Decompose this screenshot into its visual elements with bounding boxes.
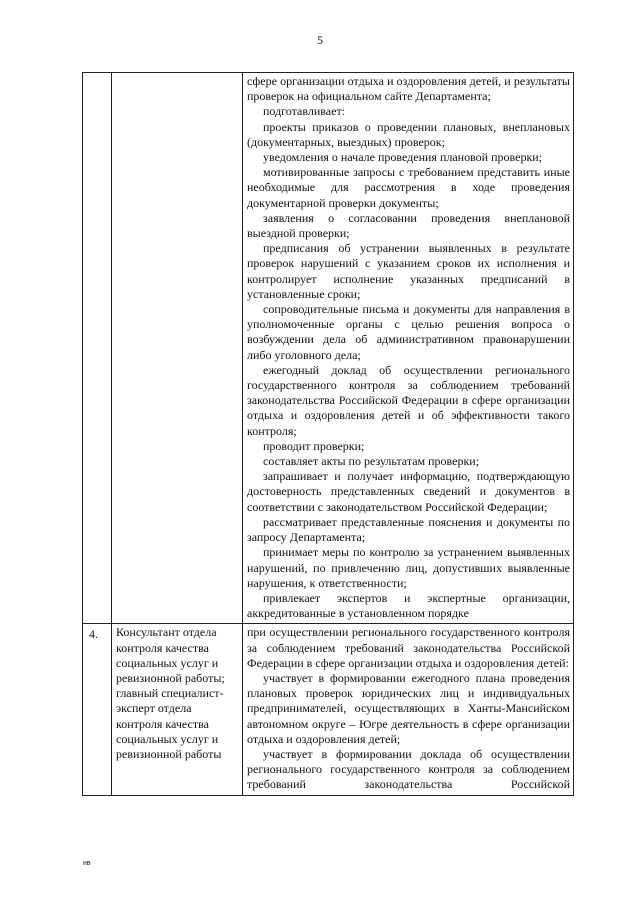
position-cell <box>112 73 243 624</box>
duty-paragraph: проекты приказов о проведении плановых, внеплановых (документарных, выездных) проверок; <box>247 119 570 149</box>
position-cell: Консультант отдела контроля качества социальных услуг и ревизионной работы; главный специалист-эксперт отдела контроля качества социальных услуг и ревизионной работы <box>112 624 243 795</box>
table-row <box>83 624 574 795</box>
duty-paragraph: составляет акты по результатам проверки; <box>263 454 480 469</box>
duty-paragraph: ежегодный доклад об осуществлении регионального государственного контроля за соблюдением требований законодательства Российской Федерации в сфере организации отдыха и оздоровления детей и об эффективности такого контроля; <box>247 362 570 438</box>
duty-paragraph: предписания об устранении выявленных в результате проверок нарушений с указанием сроков их исполнения и контролирует исполнение указанных предписаний в установленные сроки; <box>247 241 570 301</box>
page-number: 5 <box>317 33 323 47</box>
duty-paragraph: запрашивает и получает информацию, подтверждающую достоверность представленных сведений и документов в соответствии с законодательством Российской Федерации; <box>247 469 570 514</box>
duty-paragraph: мотивированные запросы с требованием представить иные необходимые для рассмотрения в ходе проведения документарной проверки документы; <box>247 165 570 210</box>
duty-paragraph: сопроводительные письма и документы для направления в уполномоченные органы с целью решения вопроса о возбуждении дела об административном правонарушении либо уголовного дела; <box>247 302 570 362</box>
duty-paragraph: принимает меры по контролю за устранением выявленных нарушений, по привлечению лиц, допустивших выявленные нарушения, к ответственности; <box>247 545 570 590</box>
duty-paragraph: сфере организации отдыха и оздоровления детей, и результаты проверок на официальном сайте Департамента; <box>247 74 570 104</box>
duties-cell <box>243 73 574 624</box>
duty-paragraph: уведомления о начале проведения плановой проверки; <box>263 150 543 165</box>
duty-paragraph: проводит проверки; <box>263 438 365 453</box>
row-number-cell <box>83 73 112 624</box>
table-row <box>83 73 574 624</box>
duties-table <box>82 72 574 796</box>
footer-mark: нв <box>83 860 91 867</box>
duties-cell <box>243 624 574 795</box>
duty-paragraph: заявления о согласовании проведения внеплановой выездной проверки; <box>247 210 570 241</box>
duty-paragraph: подготавливает: <box>263 104 346 119</box>
duty-paragraph: привлекает экспертов и экспертные организации, аккредитованные в установленном порядке <box>247 590 570 621</box>
duty-paragraph: при осуществлении регионального государственного контроля за соблюдением требований законодательства Российской Федерации в сфере организации отдыха и оздоровления детей: <box>247 625 570 670</box>
duty-paragraph: участвует в формировании доклада об осуществлении регионального государственного контроля за соблюдением требований законодательства Российской <box>247 746 570 792</box>
duty-paragraph: рассматривает представленные пояснения и документы по запросу Департамента; <box>247 514 570 545</box>
row-number-cell: 4. <box>83 624 112 795</box>
duty-paragraph: участвует в формировании ежегодного плана проведения плановых проверок юридических лиц и индивидуальных предпринимателей, осуществляющих в Ханты-Мансийском автономном округе – Югре деятельность в сфере организации отдыха и оздоровления детей; <box>247 670 570 746</box>
